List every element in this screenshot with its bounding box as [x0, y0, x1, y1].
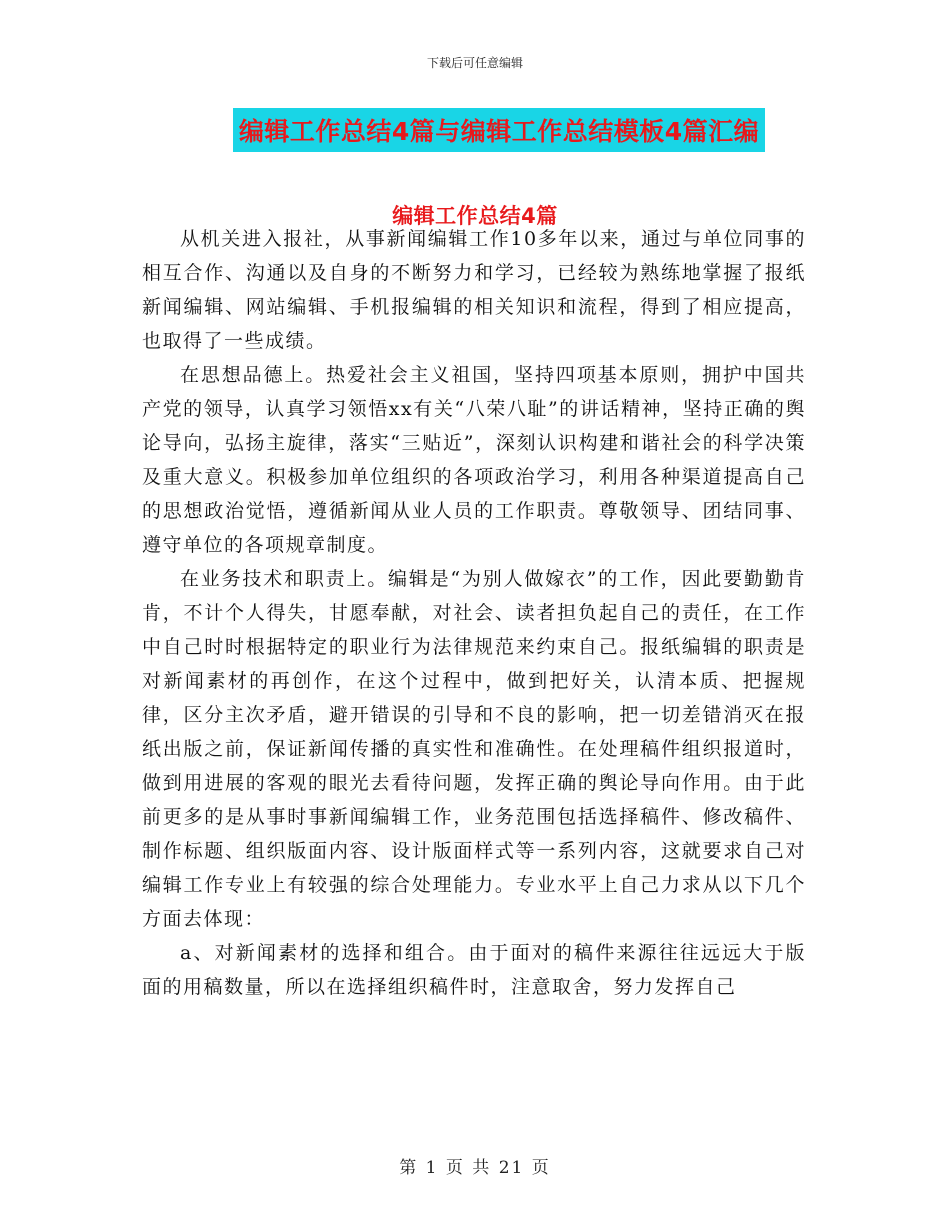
- section-title: 编辑工作总结4篇: [392, 204, 558, 228]
- paragraph-3: 在业务技术和职责上。编辑是“为别人做嫁衣”的工作，因此要勤勤肯肯，不计个人得失，甘愿奉献，对社会、读者担负起自己的责任，在工作中自己时时根据特定的职业行为法律规范来约束自己。报纸编辑的职责是对新闻素材的再创作，在这个过程中，做到把好关，认清本质、把握规律，区分主次矛盾，避开错误的引导和不良的影响，把一切差错消灭在报纸出版之前，保证新闻传播的真实性和准确性。在处理稿件组织报道时，做到用进展的客观的眼光去看待问题，发挥正确的舆论导向作用。由于此前更多的是从事时事新闻编辑工作，业务范围包括选择稿件、修改稿件、制作标题、组织版面内容、设计版面样式等一系列内容，这就要求自己对编辑工作专业上有较强的综合处理能力。专业水平上自己力求从以下几个方面去体现：: [142, 568, 806, 930]
- document-title-container: [0, 108, 950, 152]
- page-number-footer: 第 1 页 共 21 页: [399, 1158, 551, 1178]
- header-note: 下载后可任意编辑: [426, 56, 523, 70]
- body-text: [142, 222, 806, 1004]
- paragraph-4: a、对新闻素材的选择和组合。由于面对的稿件来源往往远远大于版面的用稿数量，所以在选择组织稿件时，注意取舍，努力发挥自己: [142, 942, 806, 998]
- paragraph-1: 从机关进入报社，从事新闻编辑工作10多年以来，通过与单位同事的相互合作、沟通以及自身的不断努力和学习，已经较为熟练地掌握了报纸新闻编辑、网站编辑、手机报编辑的相关知识和流程，得到了相应提高，也取得了一些成绩。: [142, 228, 806, 352]
- paragraph-2: 在思想品德上。热爱社会主义祖国，坚持四项基本原则，拥护中国共产党的领导，认真学习领悟xx有关“八荣八耻”的讲话精神，坚持正确的舆论导向，弘扬主旋律，落实“三贴近”，深刻认识构建和谐社会的科学决策及重大意义。积极参加单位组织的各项政治学习，利用各种渠道提高自己的思想政治觉悟，遵循新闻从业人员的工作职责。尊敬领导、团结同事、遵守单位的各项规章制度。: [142, 364, 806, 556]
- document-title: 编辑工作总结4篇与编辑工作总结模板4篇汇编: [233, 108, 765, 152]
